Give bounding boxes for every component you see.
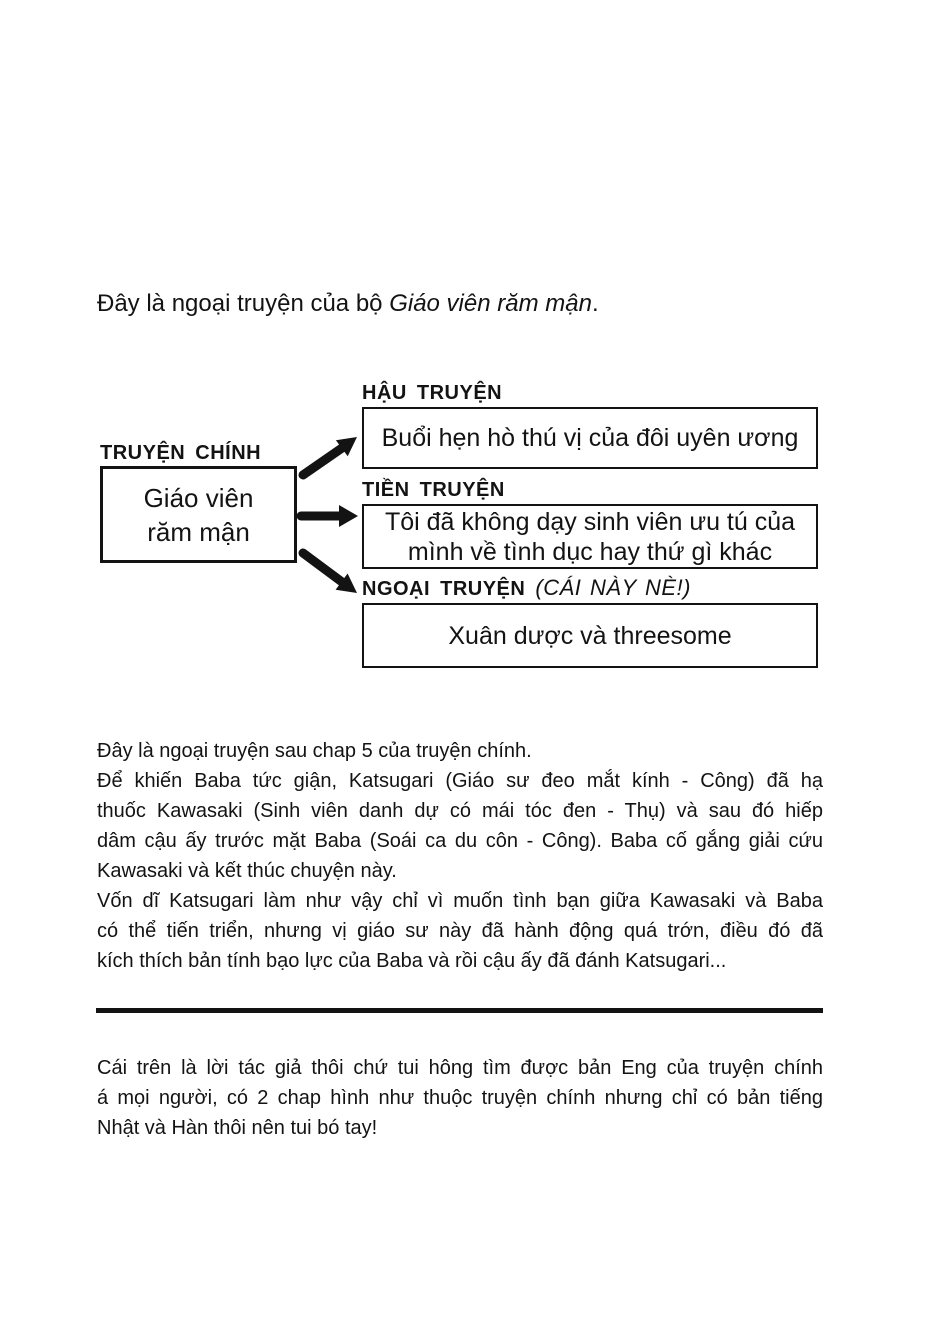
- arrow-to-prequel-icon: [301, 505, 358, 527]
- synopsis-line: có thể tiến triển, nhưng vị giáo sư này đã hành động quá trớn, điều đó đã: [97, 920, 823, 942]
- intro-suffix: .: [591, 290, 599, 317]
- synopsis-line: Kawasaki và kết thúc chuyện này.: [97, 860, 397, 882]
- translator-note-paragraph: [97, 1053, 823, 1143]
- sequel-box-text: Buổi hẹn hò thú vị của đôi uyên ương: [381, 424, 799, 452]
- translator-note-line: Cái trên là lời tác giả thôi chứ tui hông tìm được bản Eng của truyện chính: [97, 1057, 823, 1079]
- side-story-note: (CÁI NÀY NÈ!): [535, 575, 691, 600]
- translator-note-line: Nhật và Hàn thôi nên tui bó tay!: [97, 1117, 378, 1139]
- series-title: Giáo viên răm mận: [389, 290, 592, 317]
- prequel-box-line1: Tôi đã không dạy sinh viên ưu tú của: [384, 507, 796, 536]
- side-story-box-text: Xuân dược và threesome: [448, 621, 732, 650]
- intro-prefix: Đây là ngoại truyện của bộ: [97, 290, 390, 317]
- arrow-to-side-story-icon: [303, 553, 357, 593]
- sequel-label: HẬU TRUYỆN: [362, 382, 503, 404]
- arrow-to-sequel-icon: [303, 437, 357, 475]
- synopsis-line: Đây là ngoại truyện sau chap 5 của truyện chính.: [97, 740, 532, 762]
- side-story-label-row: [362, 575, 691, 601]
- side-story-label: NGOẠI TRUYỆN: [362, 578, 526, 600]
- side-story-box: [362, 603, 818, 668]
- prequel-box-line2: mình về tình dục hay thứ gì khác: [407, 537, 773, 566]
- intro-line: [97, 288, 857, 320]
- synopsis-paragraph: [97, 736, 823, 976]
- translator-note-line: á mọi người, có 2 chap hình như thuộc truyện chính nhưng chỉ có bản tiếng: [97, 1087, 823, 1109]
- prequel-label: TIỀN TRUYỆN: [362, 479, 505, 501]
- branch-arrows-icon: [293, 425, 369, 605]
- main-story-box-line2: răm mận: [147, 516, 250, 547]
- synopsis-line: thuốc Kawasaki (Sinh viên danh dự có mái tóc đen - Thụ) và sau đó hiếp: [97, 800, 823, 822]
- main-story-box-line1: Giáo viên: [143, 482, 254, 513]
- synopsis-line: Vốn dĩ Katsugari làm như vậy chỉ vì muốn tình bạn giữa Kawasaki và Baba: [97, 890, 823, 912]
- prequel-box: [362, 504, 818, 569]
- sequel-box: [362, 407, 818, 469]
- synopsis-line: Để khiến Baba tức giận, Katsugari (Giáo sư đeo mắt kính - Công) đã hạ: [97, 770, 823, 792]
- main-story-label: TRUYỆN CHÍNH: [100, 442, 262, 464]
- horizontal-divider: [96, 1008, 823, 1013]
- main-story-box: [100, 466, 297, 563]
- synopsis-line: kích thích bản tính bạo lực của Baba và rồi cậu ấy đã đánh Katsugari...: [97, 950, 727, 972]
- synopsis-line: dâm cậu ấy trước mặt Baba (Soái ca du côn - Công). Baba cố gắng giải cứu: [97, 830, 823, 852]
